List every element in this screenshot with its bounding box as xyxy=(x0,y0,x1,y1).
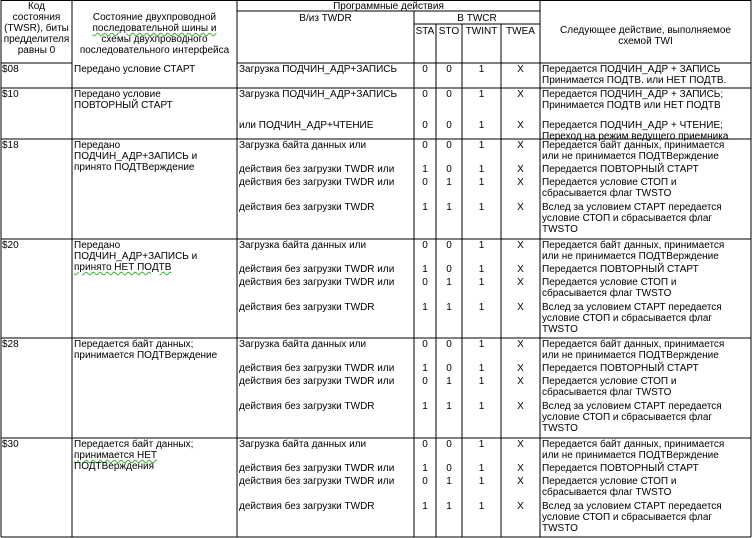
next-action-line: или не принимается ПОДТВерждение xyxy=(542,151,719,162)
bit-twea: X xyxy=(517,277,524,288)
bit-twea: X xyxy=(517,401,524,412)
header-bit-1: STO xyxy=(438,26,460,37)
status-description-line: принимается ПОДТВерждение xyxy=(74,350,218,361)
next-action-line: Передается байт данных, принимается xyxy=(542,240,725,251)
bit-twea: X xyxy=(517,64,524,75)
bit-sta: 1 xyxy=(422,463,428,474)
twdr-action: действия без загрузки TWDR или xyxy=(239,363,395,374)
twdr-action: Загрузка ПОДЧИН_АДР+ЗАПИСЬ xyxy=(239,64,398,75)
status-description-line: ПОДТВерждения xyxy=(74,461,155,472)
header-code-line: (TWSR), биты xyxy=(4,23,69,34)
bit-twea: X xyxy=(517,476,524,487)
bit-twint: 1 xyxy=(478,463,485,474)
next-action-line: сбрасывается флаг TWSTO xyxy=(542,487,672,498)
bit-sto: 1 xyxy=(446,401,452,412)
twdr-action: действия без загрузки TWDR или xyxy=(239,476,395,487)
next-action-line: сбрасывается флаг TWSTO xyxy=(542,387,672,398)
status-code: $08 xyxy=(2,64,19,75)
header-code-line: Код xyxy=(27,1,45,12)
status-code: $30 xyxy=(2,439,19,450)
bit-sto: 0 xyxy=(446,120,452,131)
bit-sto: 1 xyxy=(446,202,452,213)
twdr-action: действия без загрузки TWDR xyxy=(239,302,375,313)
bit-twint: 1 xyxy=(478,120,485,131)
header-state-line: последовательного интерфейса xyxy=(79,45,230,56)
bit-sto: 0 xyxy=(446,89,452,100)
bit-twea: X xyxy=(517,264,524,275)
status-description-line: Передается байт данных; xyxy=(74,339,194,350)
twdr-action: действия без загрузки TWDR или xyxy=(239,264,395,275)
status-description-line: Передано условие xyxy=(74,89,161,100)
bit-sta: 0 xyxy=(422,439,428,450)
bit-sto: 0 xyxy=(446,240,452,251)
status-code: $20 xyxy=(2,240,19,251)
bit-sta: 0 xyxy=(422,89,428,100)
next-action-line: Передается ПОВТОРНЫЙ СТАРТ xyxy=(542,363,699,374)
bit-twint: 1 xyxy=(478,277,485,288)
status-code: $18 xyxy=(2,140,19,151)
next-action-line: Передается ПОДЧИН_АДР + ЗАПИСЬ; xyxy=(542,89,724,100)
bit-sto: 1 xyxy=(446,501,452,512)
bit-twint: 1 xyxy=(478,264,485,275)
next-action-line: условие СТОП и сбрасывается флаг xyxy=(542,313,713,324)
bit-twint: 1 xyxy=(478,89,485,100)
status-description-line: Передано xyxy=(74,140,121,151)
next-action-line: TWSTO xyxy=(542,224,578,235)
next-action-line: Принимается ПОДТВ или НЕТ ПОДТВ xyxy=(542,100,721,111)
next-action-line: Передается байт данных, принимается xyxy=(542,140,725,151)
next-action-line: условие СТОП и сбрасывается флаг xyxy=(542,512,713,523)
bit-twea: X xyxy=(517,363,524,374)
bit-sto: 0 xyxy=(446,164,452,175)
bit-twea: X xyxy=(517,202,524,213)
bit-sta: 1 xyxy=(422,202,428,213)
next-action-line: Передается ПОВТОРНЫЙ СТАРТ xyxy=(542,164,699,175)
twdr-action: Загрузка байта данных или xyxy=(239,140,367,151)
header-bit-0: STA xyxy=(415,26,435,37)
twdr-action: Загрузка байта данных или xyxy=(239,240,367,251)
twdr-action: действия без загрузки TWDR или xyxy=(239,376,395,387)
bit-sta: 0 xyxy=(422,240,428,251)
next-action-line: Вслед за условием СТАРТ передается xyxy=(542,202,722,213)
bit-twea: X xyxy=(517,463,524,474)
bit-twea: X xyxy=(517,177,524,188)
header-twdr: В/из TWDR xyxy=(299,13,352,24)
status-description-line: ПОДЧИН_АДР+ЗАПИСЬ и xyxy=(74,151,198,162)
next-action-line: Передается ПОВТОРНЫЙ СТАРТ xyxy=(542,264,699,275)
bit-sto: 1 xyxy=(446,476,452,487)
bit-twea: X xyxy=(517,302,524,313)
bit-twint: 1 xyxy=(478,177,485,188)
twdr-action: действия без загрузки TWDR xyxy=(239,202,375,213)
bit-sta: 1 xyxy=(422,401,428,412)
bit-twea: X xyxy=(517,376,524,387)
bit-twint: 1 xyxy=(478,164,485,175)
status-description-line: принимается НЕТ xyxy=(74,450,157,461)
bit-twea: X xyxy=(517,501,524,512)
bit-sto: 0 xyxy=(446,439,452,450)
next-action-line: Передается условие СТОП и xyxy=(542,277,677,288)
bit-sto: 1 xyxy=(446,302,452,313)
twdr-action: действия без загрузки TWDR или xyxy=(239,463,395,474)
header-code-line: предделителя xyxy=(3,34,70,45)
next-action-line: Вслед за условием СТАРТ передается xyxy=(542,401,722,412)
bit-twint: 1 xyxy=(478,339,485,350)
header-state-line: последовательной шины и xyxy=(92,23,217,34)
next-action-line: Передается ПОДЧИН_АДР + ЗАПИСЬ xyxy=(542,64,721,75)
bit-sta: 0 xyxy=(422,177,428,188)
twdr-action: действия без загрузки TWDR или xyxy=(239,164,395,175)
next-action-line: условие СТОП и сбрасывается флаг xyxy=(542,412,713,423)
bit-twint: 1 xyxy=(478,140,485,151)
status-description-line: ПОВТОРНЫЙ СТАРТ xyxy=(74,100,173,111)
twdr-action: Загрузка байта данных или xyxy=(239,339,367,350)
bit-sta: 0 xyxy=(422,277,428,288)
bit-twea: X xyxy=(517,164,524,175)
bit-twea: X xyxy=(517,120,524,131)
header-code-line: состояния xyxy=(12,12,61,23)
next-action-line: сбрасывается флаг TWSTO xyxy=(542,288,672,299)
twdr-action: или ПОДЧИН_АДР+ЧТЕНИЕ xyxy=(239,120,374,131)
bit-sto: 0 xyxy=(446,339,452,350)
status-description-line: Передано условие СТАРТ xyxy=(74,64,196,75)
bit-sta: 1 xyxy=(422,302,428,313)
next-action-line: или не принимается ПОДТВерждение xyxy=(542,350,719,361)
bit-twint: 1 xyxy=(478,202,485,213)
bit-twint: 1 xyxy=(478,240,485,251)
next-action-line: Вслед за условием СТАРТ передается xyxy=(542,302,722,313)
status-description-line: принято ПОДТВерждение xyxy=(74,162,195,173)
bit-sta: 1 xyxy=(422,264,428,275)
next-action-line: TWSTO xyxy=(542,423,578,434)
bit-sto: 1 xyxy=(446,177,452,188)
status-description-line: ПОДЧИН_АДР+ЗАПИСЬ и xyxy=(74,251,198,262)
twdr-action: действия без загрузки TWDR xyxy=(239,501,375,512)
bit-twint: 1 xyxy=(478,302,485,313)
next-action-line: TWSTO xyxy=(542,324,578,335)
next-action-line: сбрасывается флаг TWSTO xyxy=(542,188,672,199)
next-action-line: Переход на режим ведущего приемника xyxy=(542,131,729,142)
next-action-line: Передается условие СТОП и xyxy=(542,177,677,188)
header-state-line: схемы двухпроводного xyxy=(101,34,208,45)
header-bit-3: TWEA xyxy=(506,26,535,37)
bit-sta: 1 xyxy=(422,501,428,512)
bit-sto: 0 xyxy=(446,463,452,474)
header-bit-2: TWINT xyxy=(465,26,498,37)
header-next-line: Следующее действие, выполняемое xyxy=(560,25,731,36)
bit-sto: 1 xyxy=(446,277,452,288)
bit-twint: 1 xyxy=(478,363,485,374)
next-action-line: Вслед за условием СТАРТ передается xyxy=(542,501,722,512)
header-state-line: Состояние двухпроводной xyxy=(92,12,217,23)
bit-sta: 0 xyxy=(422,64,428,75)
status-description-line: Передано xyxy=(74,240,121,251)
next-action-line: Передается условие СТОП и xyxy=(542,376,677,387)
bit-twint: 1 xyxy=(478,401,485,412)
bit-twea: X xyxy=(517,240,524,251)
bit-twint: 1 xyxy=(478,64,485,75)
status-code: $10 xyxy=(2,89,19,100)
bit-sto: 0 xyxy=(446,64,452,75)
status-code: $28 xyxy=(2,339,19,350)
header-code-line: равны 0 xyxy=(17,45,56,56)
next-action-line: условие СТОП и сбрасывается флаг xyxy=(542,213,713,224)
bit-sta: 1 xyxy=(422,164,428,175)
twdr-action: действия без загрузки TWDR или xyxy=(239,277,395,288)
bit-twint: 1 xyxy=(478,439,485,450)
bit-twint: 1 xyxy=(478,501,485,512)
bit-sta: 0 xyxy=(422,339,428,350)
bit-twea: X xyxy=(517,339,524,350)
bit-twint: 1 xyxy=(478,376,485,387)
header-program-actions: Программные действия xyxy=(333,1,444,12)
bit-twea: X xyxy=(517,140,524,151)
next-action-line: Передается байт данных, принимается xyxy=(542,339,725,350)
header-next-line: схемой TWI xyxy=(618,36,673,47)
bit-sto: 0 xyxy=(446,140,452,151)
bit-sto: 1 xyxy=(446,376,452,387)
next-action-line: Передается ПОВТОРНЫЙ СТАРТ xyxy=(542,463,699,474)
next-action-line: TWSTO xyxy=(542,523,578,534)
next-action-line: Передается условие СТОП и xyxy=(542,476,677,487)
bit-sta: 0 xyxy=(422,476,428,487)
status-description-line: Передается байт данных; xyxy=(74,439,194,450)
bit-sto: 0 xyxy=(446,363,452,374)
header-twcr: В TWCR xyxy=(457,13,497,24)
bit-sto: 0 xyxy=(446,264,452,275)
next-action-line: Принимается ПОДТВ. или НЕТ ПОДТВ. xyxy=(542,75,727,86)
bit-sta: 0 xyxy=(422,120,428,131)
twdr-action: Загрузка ПОДЧИН_АДР+ЗАПИСЬ xyxy=(239,89,398,100)
next-action-line: Передается байт данных, принимается xyxy=(542,439,725,450)
bit-sta: 0 xyxy=(422,140,428,151)
bit-twea: X xyxy=(517,89,524,100)
bit-sta: 1 xyxy=(422,363,428,374)
twdr-action: действия без загрузки TWDR или xyxy=(239,177,395,188)
next-action-line: или не принимается ПОДТВерждение xyxy=(542,450,719,461)
bit-sta: 0 xyxy=(422,376,428,387)
twdr-action: действия без загрузки TWDR xyxy=(239,401,375,412)
status-description-line: принято НЕТ ПОДТВ xyxy=(74,262,172,273)
twdr-action: Загрузка байта данных или xyxy=(239,439,367,450)
bit-twint: 1 xyxy=(478,476,485,487)
next-action-line: Передается ПОДЧИН_АДР + ЧТЕНИЕ; xyxy=(542,120,723,131)
next-action-line: или не принимается ПОДТВерждение xyxy=(542,251,719,262)
bit-twea: X xyxy=(517,439,524,450)
